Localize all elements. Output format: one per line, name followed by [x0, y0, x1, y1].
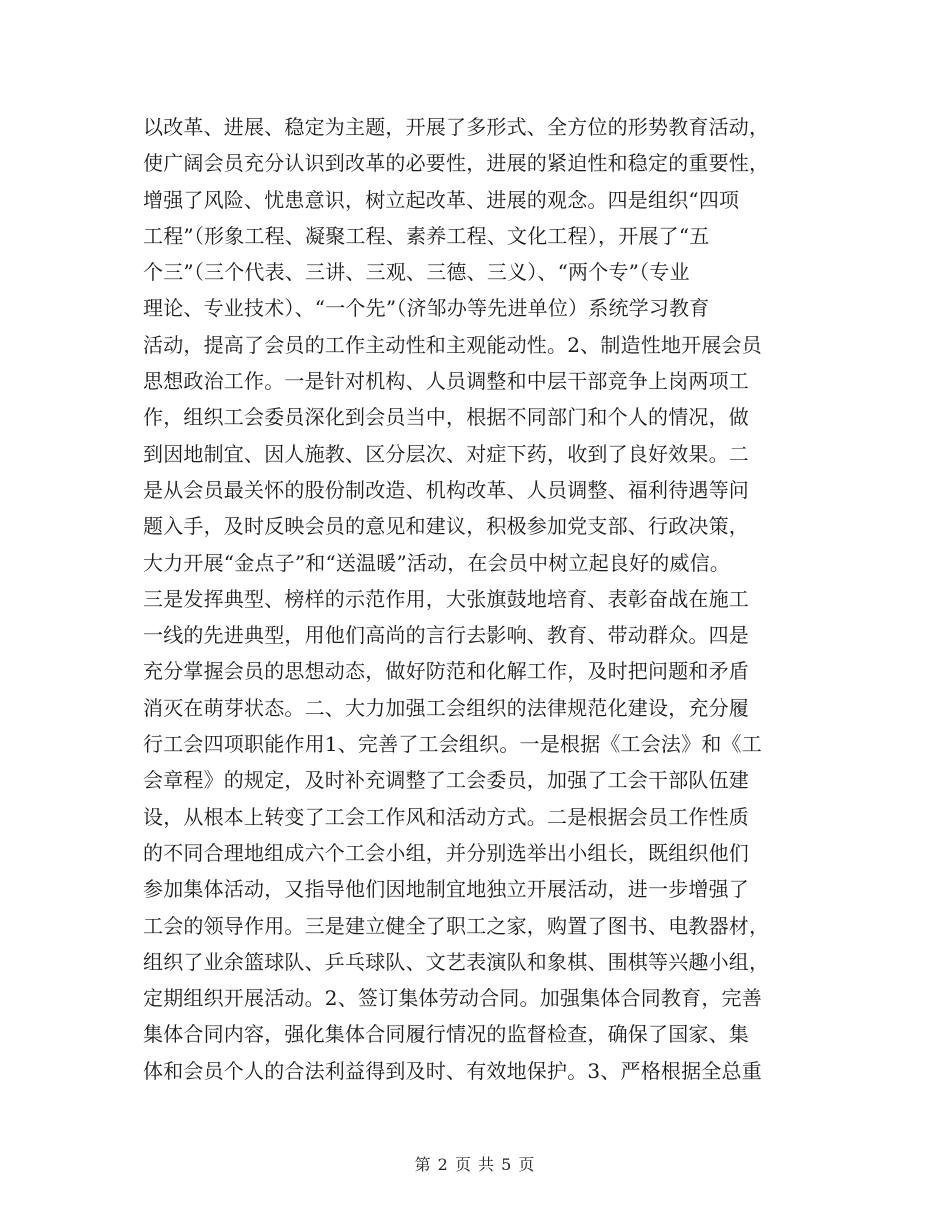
text-line: 充分掌握会员的思想动态，做好防范和化解工作，及时把问题和矛盾: [143, 659, 749, 684]
text-line: 理论、专业技术）、“一个先”（济邹办等先进单位）系统学习教育: [143, 296, 710, 321]
body-text: [143, 109, 823, 1089]
text-line: 活动，提高了会员的工作主动性和主观能动性。2、制造性地开展会员: [143, 332, 762, 357]
text-line: 定期组织开展活动。2、签订集体劳动合同。加强集体合同教育，完善: [143, 986, 762, 1011]
text-line: 三是发挥典型、榜样的示范作用，大张旗鼓地培育、表彰奋战在施工: [143, 586, 749, 611]
text-line: 增强了风险、忧患意识，树立起改革、进展的观念。四是组织“四项: [143, 187, 740, 212]
text-line: 工程”（形象工程、凝聚工程、素养工程、文化工程），开展了“五: [143, 223, 710, 248]
text-line: 设，从根本上转变了工会工作风和活动方式。二是根据会员工作性质: [143, 804, 749, 829]
text-line: 的不同合理地组成六个工会小组，并分别选举出小组长，既组织他们: [143, 840, 749, 865]
text-line: 消灭在萌芽状态。二、大力加强工会组织的法律规范化建设，充分履: [143, 695, 749, 720]
text-line: 参加集体活动，又指导他们因地制宜地独立开展活动，进一步增强了: [143, 877, 749, 902]
text-line: 大力开展“金点子”和“送温暖”活动，在会员中树立起良好的威信。: [143, 550, 731, 575]
text-line: 体和会员个人的合法利益得到及时、有效地保护。3、严格根据全总重: [143, 1058, 762, 1083]
text-line: 以改革、进展、稳定为主题，开展了多形式、全方位的形势教育活动，: [143, 115, 770, 139]
text-line: 题入手，及时反映会员的意见和建议，积极参加党支部、行政决策，: [143, 514, 749, 539]
text-line: 工会的领导作用。三是建立健全了职工之家，购置了图书、电教器材，: [143, 913, 770, 938]
text-line: 会章程》的规定，及时补充调整了工会委员，加强了工会干部队伍建: [143, 768, 749, 793]
text-line: 思想政治工作。一是针对机构、人员调整和中层干部竞争上岗两项工: [143, 369, 749, 394]
text-line: 到因地制宜、因人施教、区分层次、对症下药，收到了良好效果。二: [143, 441, 749, 466]
text-line: 个三”（三个代表、三讲、三观、三德、三义）、“两个专”（专业: [143, 260, 690, 285]
text-line: 使广阔会员充分认识到改革的必要性，进展的紧迫性和稳定的重要性，: [143, 151, 770, 176]
text-line: 一线的先进典型，用他们高尚的言行去影响、教育、带动群众。四是: [143, 623, 749, 648]
text-line: 是从会员最关怀的股份制改造、机构改革、人员调整、福利待遇等问: [143, 477, 749, 502]
text-line: 行工会四项职能作用1、完善了工会组织。一是根据《工会法》和《工: [143, 732, 762, 757]
text-line: 组织了业余篮球队、乒乓球队、文艺表演队和象棋、围棋等兴趣小组，: [143, 949, 770, 974]
page-number-footer: 第 2 页 共 5 页: [414, 1155, 536, 1174]
text-line: 作，组织工会委员深化到会员当中，根据不同部门和个人的情况，做: [143, 405, 749, 430]
text-line: 集体合同内容，强化集体合同履行情况的监督检查，确保了国家、集: [143, 1022, 749, 1047]
